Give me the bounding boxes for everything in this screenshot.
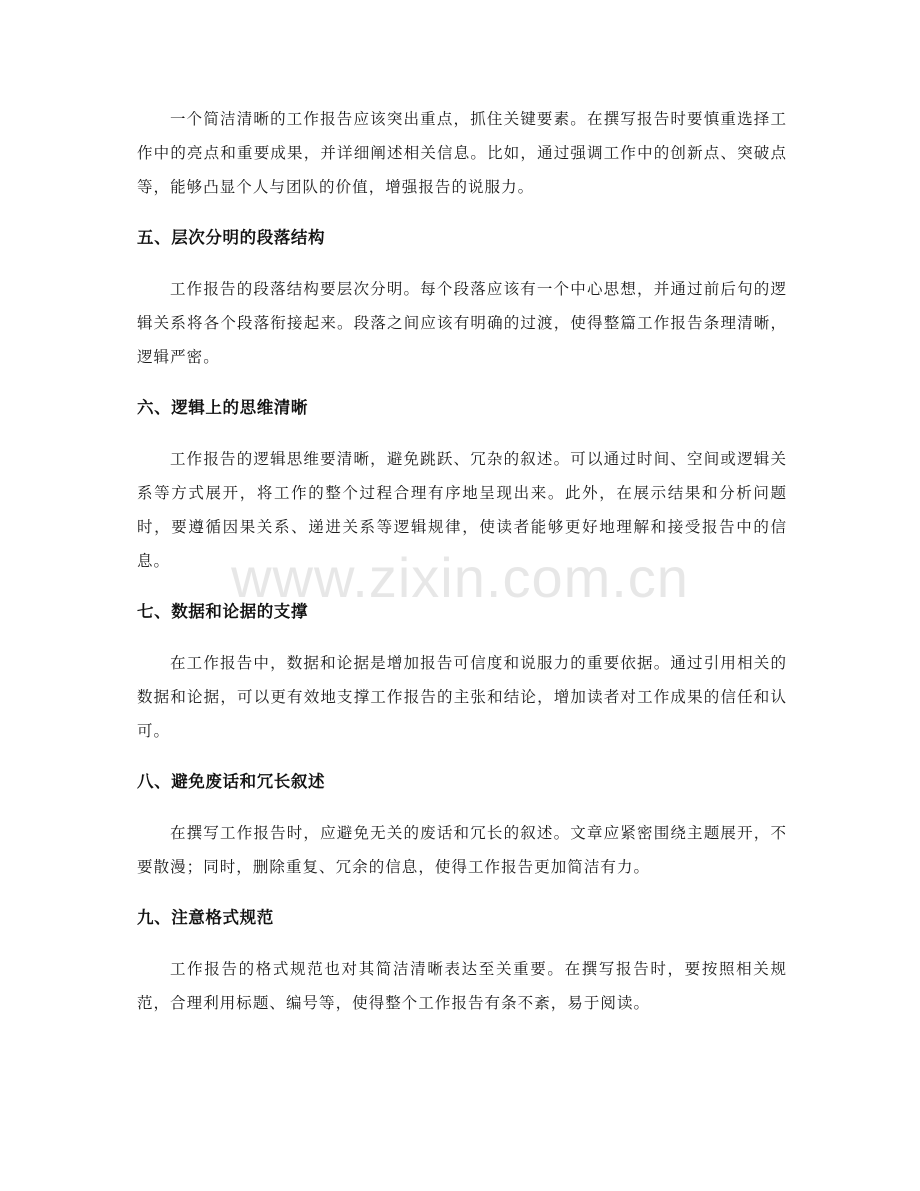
section-heading-7: 七、数据和论据的支撑 bbox=[137, 602, 308, 621]
section-heading-9: 九、注意格式规范 bbox=[137, 908, 274, 927]
document-body bbox=[137, 102, 787, 1020]
paragraph-section-5: 工作报告的段落结构要层次分明。每个段落应该有一个中心思想，并通过前后句的逻辑关系将各个段落衔接起来。段落之间应该有明确的过渡，使得整篇工作报告条理清晰，逻辑严密。 bbox=[137, 280, 787, 366]
paragraph-section-7: 在工作报告中，数据和论据是增加报告可信度和说服力的重要依据。通过引用相关的数据和论据，可以更有效地支撑工作报告的主张和结论，增加读者对工作成果的信任和认可。 bbox=[137, 654, 787, 740]
section-heading-5: 五、层次分明的段落结构 bbox=[137, 228, 326, 247]
paragraph-intro: 一个简洁清晰的工作报告应该突出重点，抓住关键要素。在撰写报告时要慎重选择工作中的亮点和重要成果，并详细阐述相关信息。比如，通过强调工作中的创新点、突破点等，能够凸显个人与团队的价值，增强报告的说服力。 bbox=[137, 110, 787, 196]
paragraph-section-8: 在撰写工作报告时，应避免无关的废话和冗长的叙述。文章应紧密围绕主题展开，不要散漫；同时，删除重复、冗余的信息，使得工作报告更加简洁有力。 bbox=[137, 824, 787, 876]
section-heading-6: 六、逻辑上的思维清晰 bbox=[137, 398, 308, 417]
paragraph-section-9: 工作报告的格式规范也对其简洁清晰表达至关重要。在撰写报告时，要按照相关规范，合理利用标题、编号等，使得整个工作报告有条不紊，易于阅读。 bbox=[137, 960, 787, 1012]
paragraph-section-6: 工作报告的逻辑思维要清晰，避免跳跃、冗杂的叙述。可以通过时间、空间或逻辑关系等方式展开，将工作的整个过程合理有序地呈现出来。此外，在展示结果和分析问题时，要遵循因果关系、递进关系等逻辑规律，使读者能够更好地理解和接受报告中的信息。 bbox=[137, 450, 787, 570]
section-heading-8: 八、避免废话和冗长叙述 bbox=[137, 772, 326, 791]
watermark: www.zixin.com.cn bbox=[231, 546, 689, 609]
